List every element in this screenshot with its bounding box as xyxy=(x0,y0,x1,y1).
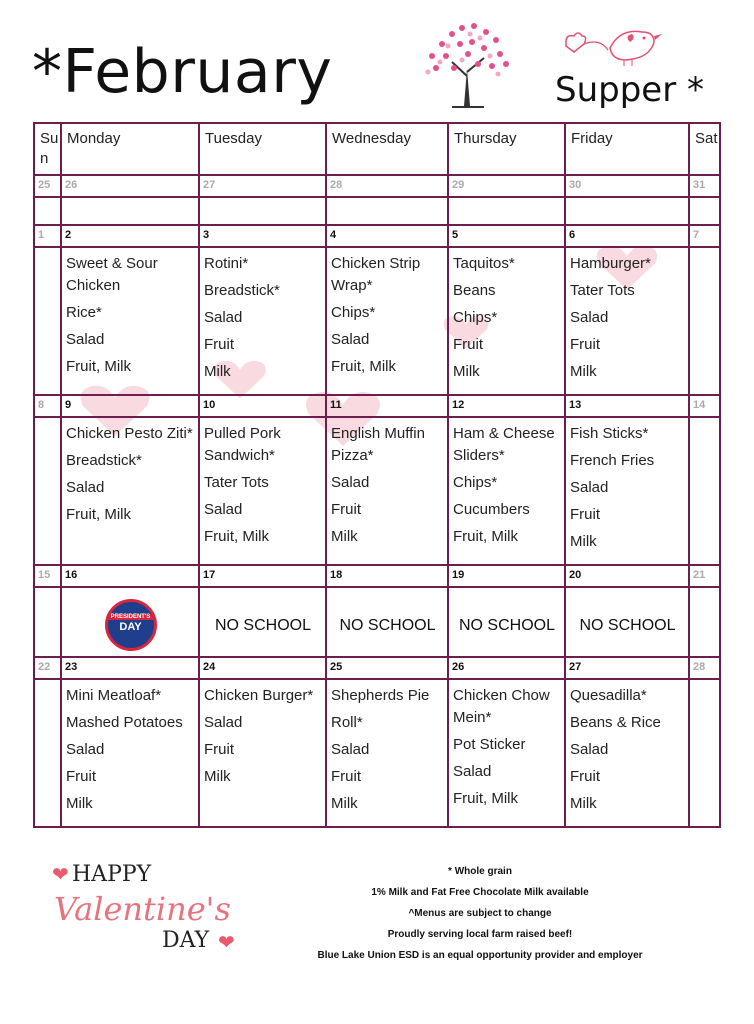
menu-item: Beans xyxy=(453,282,496,299)
date-cell-sun xyxy=(34,175,61,197)
no-school-label: NO SCHOOL xyxy=(458,617,555,634)
date-cell-mon xyxy=(61,395,199,417)
footer-notes xyxy=(300,866,660,971)
menu-item: Fruit xyxy=(570,768,600,785)
menu-row xyxy=(34,417,720,565)
date-cell-thu xyxy=(448,565,565,587)
menu-item: Salad xyxy=(204,714,243,731)
date-number: 27 xyxy=(569,661,582,673)
menu-item: Fruit xyxy=(331,501,361,518)
date-number: 14 xyxy=(693,399,706,411)
menu-cell-sat xyxy=(689,247,720,395)
menu-cell-thu xyxy=(448,587,565,657)
header-thursday: Thursday xyxy=(448,123,565,175)
header-sunday: Su n xyxy=(34,123,61,175)
menu-cell-sat xyxy=(689,587,720,657)
date-cell-sat xyxy=(689,225,720,247)
date-number: 8 xyxy=(38,399,45,411)
calendar-header-row xyxy=(34,123,720,175)
menu-item: Milk xyxy=(570,363,597,380)
presidents-day-badge xyxy=(105,599,157,651)
date-number: 9 xyxy=(65,399,72,411)
menu-item: Cucumbers xyxy=(453,501,530,518)
date-number: 25 xyxy=(38,179,51,191)
menu-item: Fruit xyxy=(204,336,234,353)
menu-cell-mon xyxy=(61,679,199,827)
menu-cell-tue xyxy=(199,417,326,565)
menu-cell-fri xyxy=(565,197,689,225)
note-local-beef: Proudly serving local farm raised beef! xyxy=(387,929,573,940)
menu-item: Tater Tots xyxy=(570,282,635,299)
menu-row xyxy=(34,197,720,225)
menu-item: Sweet & Sour Chicken xyxy=(66,255,158,294)
menu-item: Salad xyxy=(570,479,609,496)
no-school-label: NO SCHOOL xyxy=(579,617,676,634)
date-number: 16 xyxy=(65,569,78,581)
menu-cell-sun xyxy=(34,197,61,225)
menu-item: Salad xyxy=(66,479,105,496)
menu-item: Salad xyxy=(570,309,609,326)
menu-item: Salad xyxy=(66,331,105,348)
date-number-row xyxy=(34,565,720,587)
menu-item: Salad xyxy=(453,763,492,780)
menu-item: Salad xyxy=(331,474,370,491)
date-number: 30 xyxy=(569,179,582,191)
menu-item: Chips* xyxy=(331,304,376,321)
menu-cell-tue xyxy=(199,247,326,395)
menu-item: Milk xyxy=(570,795,597,812)
menu-item: Tater Tots xyxy=(204,474,269,491)
menu-cell-wed xyxy=(326,587,448,657)
menu-calendar xyxy=(33,122,721,828)
menu-item: Ham & Cheese Sliders* xyxy=(453,425,555,464)
date-cell-fri xyxy=(565,395,689,417)
date-number: 22 xyxy=(38,661,51,673)
date-cell-tue xyxy=(199,657,326,679)
menu-row xyxy=(34,247,720,395)
valentine-happy: HAPPY xyxy=(72,862,152,887)
menu-cell-mon xyxy=(61,247,199,395)
date-number: 28 xyxy=(330,179,343,191)
date-number: 1 xyxy=(38,229,45,241)
presidents-day-line1: PRESIDENT'S xyxy=(108,614,154,620)
menu-cell-mon xyxy=(61,197,199,225)
menu-cell-sun xyxy=(34,679,61,827)
menu-cell-fri xyxy=(565,679,689,827)
menu-item: Fruit xyxy=(66,768,96,785)
menu-item: Salad xyxy=(204,501,243,518)
menu-item: Roll* xyxy=(331,714,363,731)
menu-item: Fruit xyxy=(204,741,234,758)
presidents-day-line2: DAY xyxy=(119,621,142,633)
menu-cell-thu xyxy=(448,247,565,395)
menu-item: English Muffin Pizza* xyxy=(331,425,425,464)
menu-cell-sat xyxy=(689,417,720,565)
header-monday: Monday xyxy=(61,123,199,175)
menu-cell-fri xyxy=(565,417,689,565)
date-cell-wed xyxy=(326,657,448,679)
header-wednesday: Wednesday xyxy=(326,123,448,175)
valentines-day-graphic xyxy=(50,860,250,960)
date-cell-tue xyxy=(199,395,326,417)
menu-item: Fruit, Milk xyxy=(331,358,396,375)
date-number: 26 xyxy=(65,179,78,191)
menu-cell-tue xyxy=(199,197,326,225)
date-cell-fri xyxy=(565,225,689,247)
menu-cell-sun xyxy=(34,587,61,657)
date-cell-thu xyxy=(448,225,565,247)
menu-item: Milk xyxy=(570,533,597,550)
note-whole-grain: * Whole grain xyxy=(448,866,512,877)
date-number: 2 xyxy=(65,229,72,241)
valentine-word: Valentine's xyxy=(54,890,231,928)
date-number: 24 xyxy=(203,661,216,673)
header-saturday: Sat xyxy=(689,123,720,175)
menu-cell-mon xyxy=(61,587,199,657)
date-cell-sun xyxy=(34,657,61,679)
note-menu-change: ^Menus are subject to change xyxy=(408,908,552,919)
date-number: 23 xyxy=(65,661,78,673)
menu-item: Taquitos* xyxy=(453,255,515,272)
menu-cell-tue xyxy=(199,679,326,827)
date-number-row xyxy=(34,395,720,417)
heart-icon: ❤ xyxy=(218,932,235,954)
menu-item: Fruit, Milk xyxy=(66,506,131,523)
menu-item: Fruit, Milk xyxy=(204,528,269,545)
menu-item: Fruit xyxy=(331,768,361,785)
menu-item: Fish Sticks* xyxy=(570,425,649,442)
menu-cell-sun xyxy=(34,417,61,565)
menu-item: Fruit, Milk xyxy=(66,358,131,375)
menu-cell-fri xyxy=(565,247,689,395)
menu-item: Breadstick* xyxy=(66,452,142,469)
menu-item: Rotini* xyxy=(204,255,249,272)
date-cell-thu xyxy=(448,175,565,197)
date-number: 25 xyxy=(330,661,343,673)
menu-item: Fruit, Milk xyxy=(453,528,518,545)
menu-item: Quesadilla* xyxy=(570,687,647,704)
date-number: 6 xyxy=(569,229,576,241)
menu-row xyxy=(34,679,720,827)
menu-item: Hamburger* xyxy=(570,255,651,272)
date-number-row xyxy=(34,225,720,247)
date-cell-tue xyxy=(199,175,326,197)
date-cell-sun xyxy=(34,395,61,417)
menu-item: Salad xyxy=(204,309,243,326)
menu-item: Fruit, Milk xyxy=(453,790,518,807)
menu-item: Salad xyxy=(331,741,370,758)
date-cell-mon xyxy=(61,175,199,197)
date-cell-thu xyxy=(448,395,565,417)
date-number: 19 xyxy=(452,569,465,581)
menu-item: Milk xyxy=(331,528,358,545)
date-number: 17 xyxy=(203,569,216,581)
date-number: 13 xyxy=(569,399,582,411)
menu-item: French Fries xyxy=(570,452,655,469)
menu-item: Milk xyxy=(204,768,231,785)
menu-item: Milk xyxy=(331,795,358,812)
no-school-label: NO SCHOOL xyxy=(214,617,311,634)
menu-cell-mon xyxy=(61,417,199,565)
date-cell-tue xyxy=(199,565,326,587)
date-number: 20 xyxy=(569,569,582,581)
date-number: 12 xyxy=(452,399,465,411)
menu-item: Salad xyxy=(331,331,370,348)
menu-cell-wed xyxy=(326,679,448,827)
menu-row xyxy=(34,587,720,657)
date-number: 28 xyxy=(693,661,706,673)
date-cell-thu xyxy=(448,657,565,679)
menu-cell-thu xyxy=(448,679,565,827)
menu-cell-fri xyxy=(565,587,689,657)
date-cell-wed xyxy=(326,175,448,197)
date-number: 7 xyxy=(693,229,700,241)
heart-icon: ❤ xyxy=(52,864,69,886)
menu-cell-sat xyxy=(689,679,720,827)
menu-cell-tue xyxy=(199,587,326,657)
date-cell-fri xyxy=(565,657,689,679)
bird-icon xyxy=(560,20,670,70)
menu-cell-sun xyxy=(34,247,61,395)
page-subtitle: Supper * xyxy=(555,70,704,110)
menu-item: Fruit xyxy=(570,336,600,353)
menu-item: Shepherds Pie xyxy=(331,687,430,704)
no-school-label: NO SCHOOL xyxy=(339,617,436,634)
menu-cell-wed xyxy=(326,417,448,565)
date-cell-mon xyxy=(61,657,199,679)
date-number: 31 xyxy=(693,179,706,191)
page-title: *February xyxy=(32,37,333,107)
date-number: 4 xyxy=(330,229,337,241)
date-number: 11 xyxy=(330,399,342,411)
menu-item: Fruit xyxy=(453,336,483,353)
date-cell-sat xyxy=(689,175,720,197)
menu-item: Salad xyxy=(570,741,609,758)
menu-item: Beans & Rice xyxy=(570,714,661,731)
menu-item: Mashed Potatoes xyxy=(66,714,183,731)
date-cell-wed xyxy=(326,565,448,587)
date-number-row xyxy=(34,657,720,679)
note-milk: 1% Milk and Fat Free Chocolate Milk available xyxy=(371,887,589,898)
menu-item: Chicken Chow Mein* xyxy=(453,687,550,726)
header-tuesday: Tuesday xyxy=(199,123,326,175)
date-number-row xyxy=(34,175,720,197)
date-cell-sat xyxy=(689,565,720,587)
menu-item: Breadstick* xyxy=(204,282,280,299)
menu-item: Salad xyxy=(66,741,105,758)
date-number: 18 xyxy=(330,569,343,581)
date-number: 27 xyxy=(203,179,216,191)
date-number: 26 xyxy=(452,661,465,673)
menu-item: Pulled Pork Sandwich* xyxy=(204,425,281,464)
menu-cell-wed xyxy=(326,197,448,225)
header-friday: Friday xyxy=(565,123,689,175)
date-number: 29 xyxy=(452,179,465,191)
date-cell-wed xyxy=(326,225,448,247)
date-cell-wed xyxy=(326,395,448,417)
menu-cell-wed xyxy=(326,247,448,395)
date-number: 21 xyxy=(693,569,706,581)
menu-item: Fruit xyxy=(570,506,600,523)
date-cell-sat xyxy=(689,657,720,679)
date-cell-sat xyxy=(689,395,720,417)
date-cell-sun xyxy=(34,565,61,587)
menu-item: Milk xyxy=(66,795,93,812)
date-number: 15 xyxy=(38,569,51,581)
menu-cell-thu xyxy=(448,417,565,565)
date-number: 5 xyxy=(452,229,459,241)
note-equal-opportunity: Blue Lake Union ESD is an equal opportunity provider and employer xyxy=(317,950,643,961)
menu-item: Chicken Pesto Ziti* xyxy=(66,425,193,442)
menu-item: Milk xyxy=(453,363,480,380)
menu-item: Chicken Burger* xyxy=(204,687,314,704)
menu-item: Chips* xyxy=(453,474,498,491)
date-cell-fri xyxy=(565,565,689,587)
menu-item: Chicken Strip Wrap* xyxy=(331,255,421,294)
valentine-day: DAY xyxy=(162,928,210,953)
menu-cell-thu xyxy=(448,197,565,225)
menu-item: Milk xyxy=(204,363,231,380)
date-number: 3 xyxy=(203,229,210,241)
menu-item: Chips* xyxy=(453,309,498,326)
heart-tree-icon xyxy=(412,14,522,109)
menu-item: Pot Sticker xyxy=(453,736,526,753)
date-number: 10 xyxy=(203,399,216,411)
date-cell-fri xyxy=(565,175,689,197)
date-cell-tue xyxy=(199,225,326,247)
menu-item: Rice* xyxy=(66,304,102,321)
date-cell-sun xyxy=(34,225,61,247)
date-cell-mon xyxy=(61,565,199,587)
menu-item: Mini Meatloaf* xyxy=(66,687,162,704)
menu-cell-sat xyxy=(689,197,720,225)
date-cell-mon xyxy=(61,225,199,247)
